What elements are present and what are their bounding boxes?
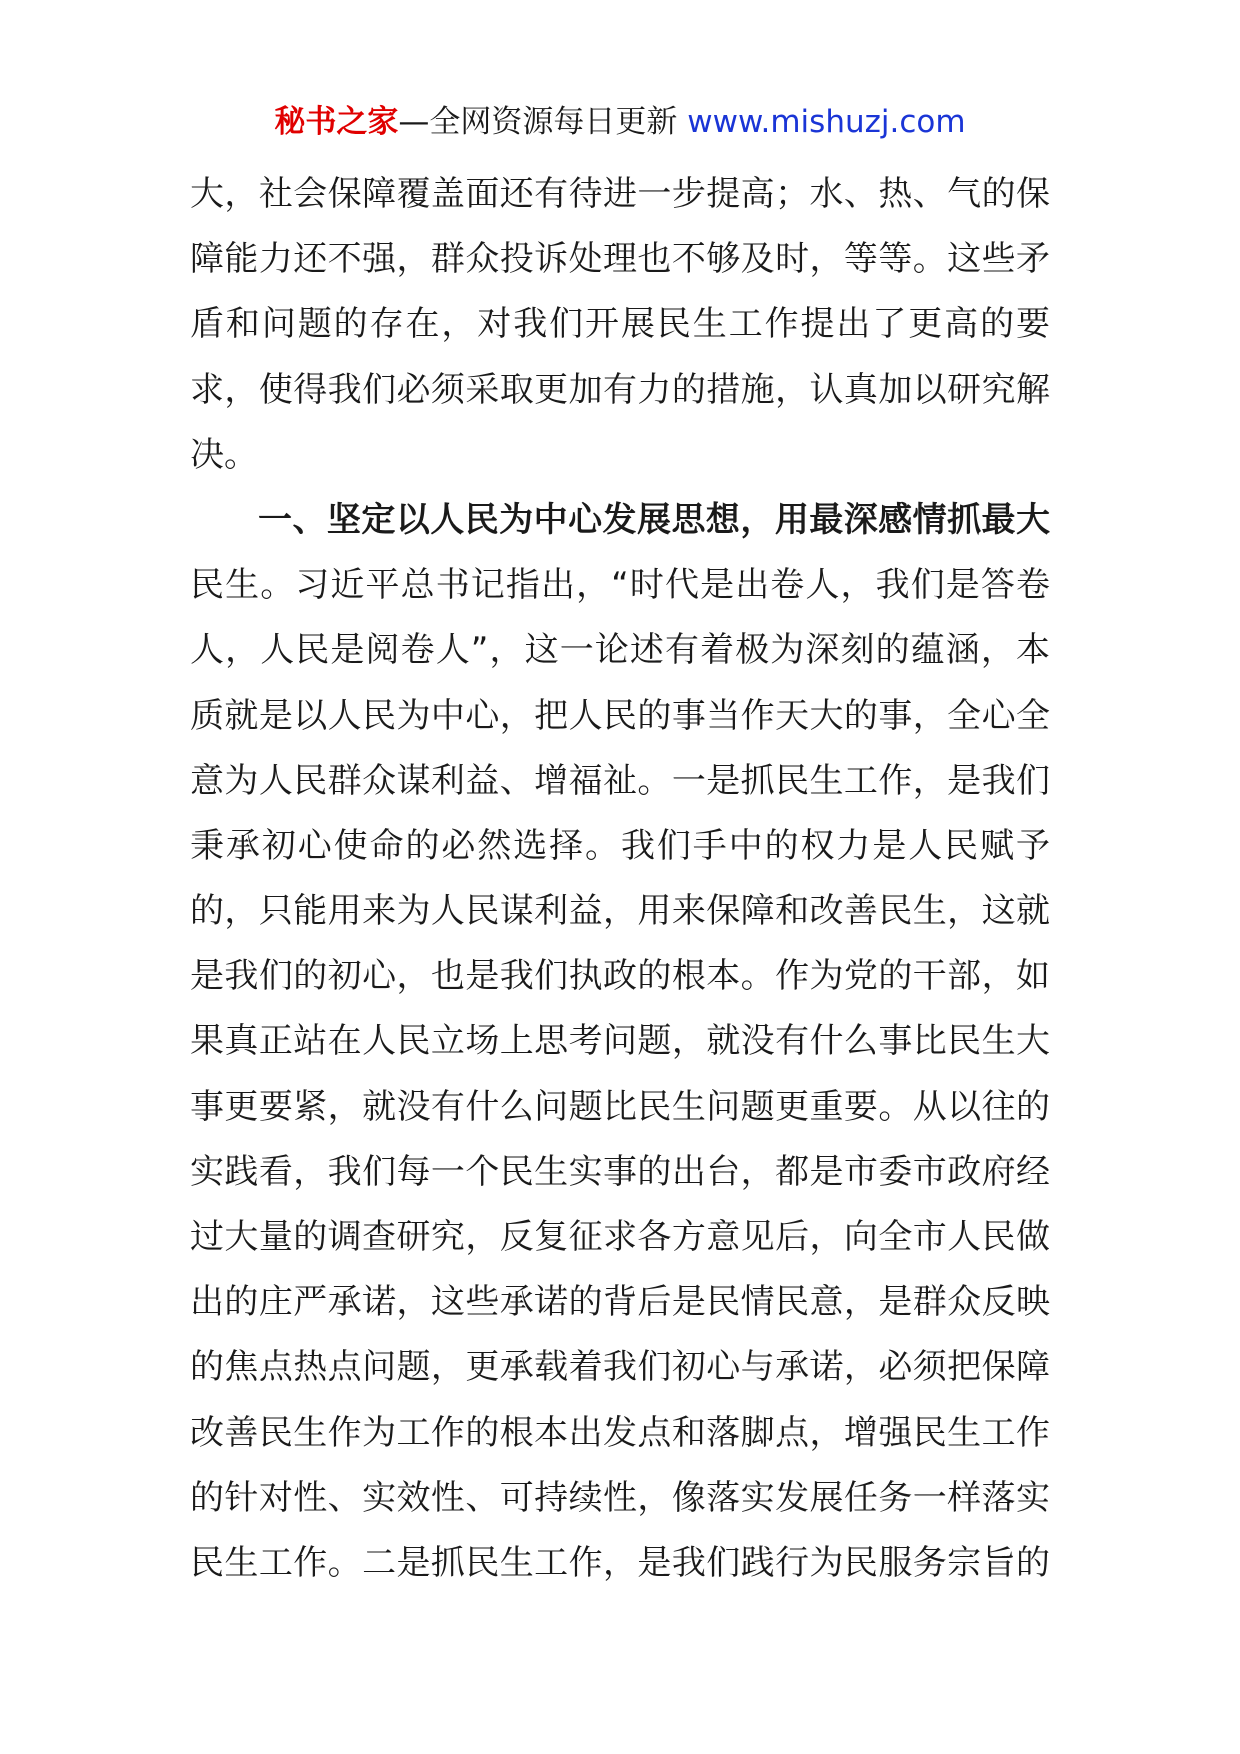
text-line: 决。	[190, 434, 258, 475]
text-line: 人，人民是阅卷人”，这一论述有着极为深刻的蕴涵，本	[190, 630, 1050, 671]
text-line: 过大量的调查研究，反复征求各方意见后，向全市人民做	[190, 1217, 1050, 1257]
text-line: 求，使得我们必须采取更加有力的措施，认真加以研究解	[190, 369, 1050, 410]
text-line: 实践看，我们每一个民生实事的出台，都是市委市政府经	[190, 1151, 1050, 1192]
text-line: 意为人民群众谋利益、增福祉。一是抓民生工作，是我们	[190, 760, 1050, 801]
text-line: 事更要紧，就没有什么问题比民生问题更重要。从以往的	[190, 1086, 1050, 1127]
text-line: 障能力还不强，群众投诉处理也不够及时，等等。这些矛	[190, 239, 1050, 280]
text-line: 民生。习近平总书记指出，“时代是出卷人，我们是答卷	[190, 565, 1050, 606]
text-line: 秉承初心使命的必然选择。我们手中的权力是人民赋予	[190, 825, 1050, 866]
text-line: 的针对性、实效性、可持续性，像落实发展任务一样落实	[190, 1477, 1050, 1518]
brand-name: 秘书之家	[274, 104, 399, 140]
text-line: 改善民生作为工作的根本出发点和落脚点，增强民生工作	[190, 1412, 1050, 1453]
text-line: 果真正站在人民立场上思考问题，就没有什么事比民生大	[190, 1021, 1050, 1062]
section-heading-line	[190, 488, 1050, 553]
text-line: 出的庄严承诺，这些承诺的背后是民情民意，是群众反映	[190, 1282, 1050, 1323]
website-link[interactable]: www.mishuzj.com	[687, 104, 966, 140]
text-line: 质就是以人民为中心，把人民的事当作天大的事，全心全	[190, 695, 1050, 736]
document-body	[190, 162, 1050, 1596]
text-line: 的，只能用来为人民谋利益，用来保障和改善民生，这就	[190, 891, 1050, 932]
text-line: 是我们的初心，也是我们执政的根本。作为党的干部，如	[190, 956, 1050, 997]
text-line: 民生工作。二是抓民生工作，是我们践行为民服务宗旨的	[190, 1542, 1050, 1583]
text-line: 盾和问题的存在，对我们开展民生工作提出了更高的要	[190, 304, 1050, 345]
text-line: 大，社会保障覆盖面还有待进一步提高；水、热、气的保	[190, 174, 1050, 214]
page-header	[0, 100, 1240, 144]
header-tagline: —全网资源每日更新	[398, 104, 688, 140]
text-line: 的焦点热点问题，更承载着我们初心与承诺，必须把保障	[190, 1347, 1050, 1388]
section-heading: 一、坚定以人民为中心发展思想，用最深感情抓最大	[258, 499, 1050, 540]
